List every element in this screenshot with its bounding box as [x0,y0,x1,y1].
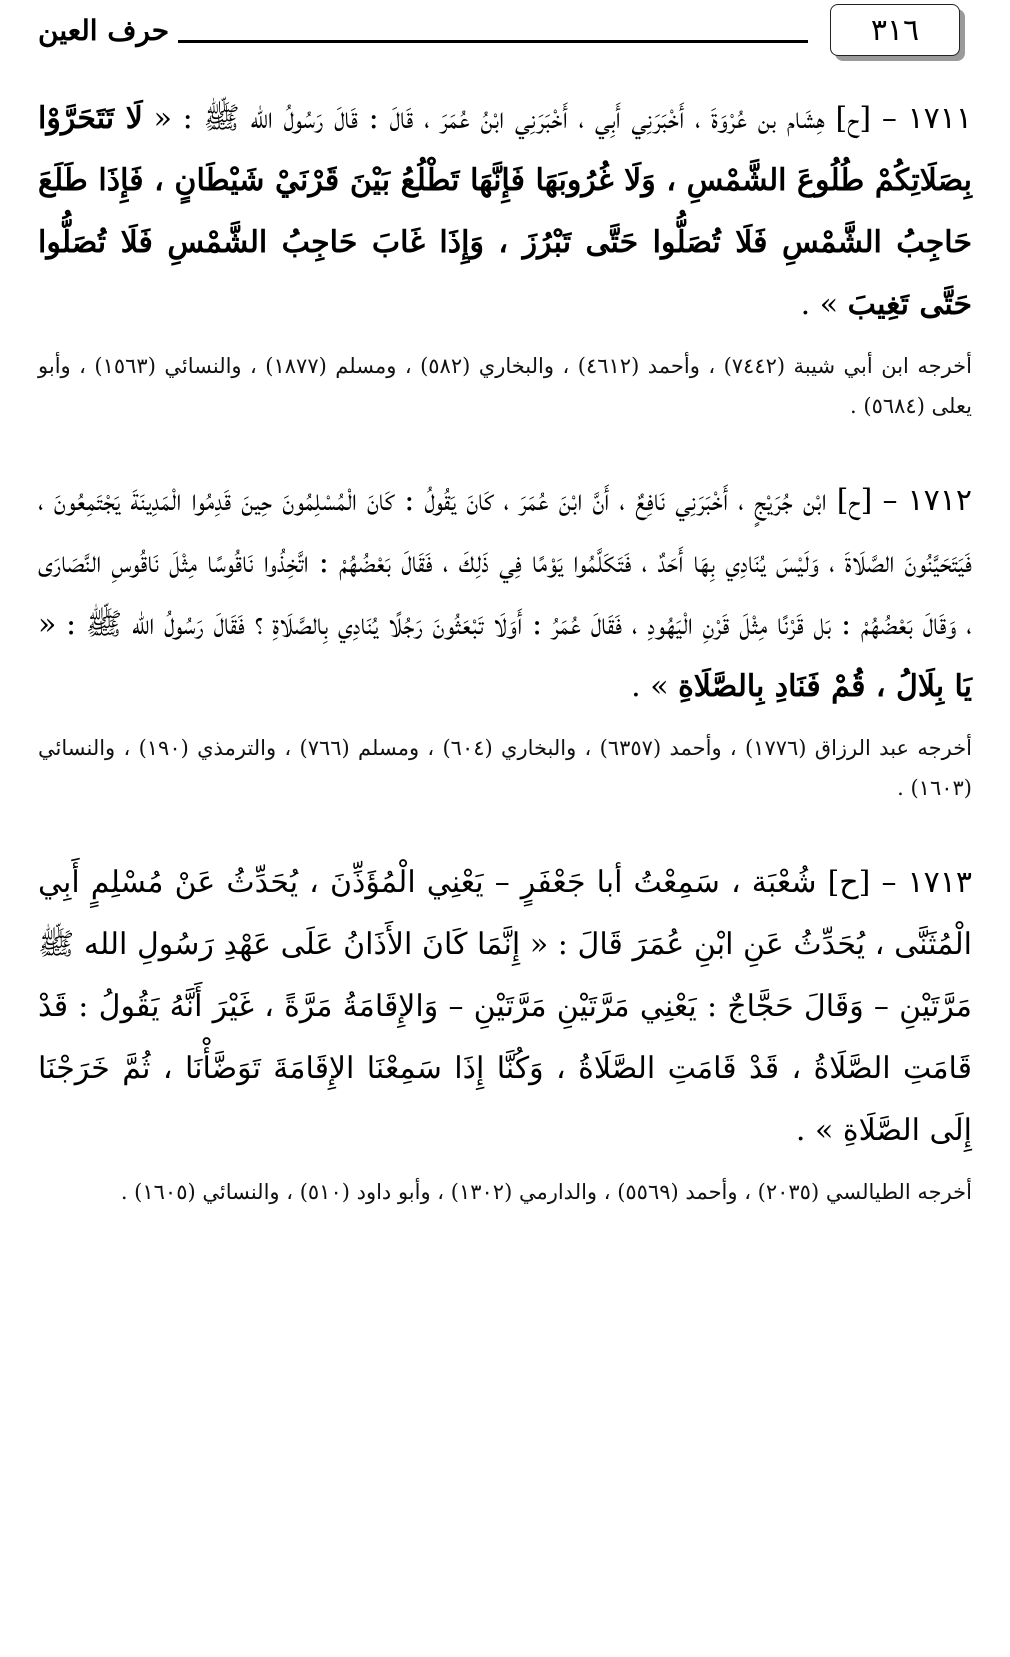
page-header [0,0,1010,70]
header-rule [178,40,808,43]
hadith-matn: يَا بِلَالُ ، قُمْ فَنَادِ بِالصَّلَاةِ [678,669,972,704]
hadith-matn: لَا تَتَحَرَّوْا بِصَلَاتِكُمْ طُلُوعَ الشَّمْسِ ، وَلَا غُرُوبَهَا فَإِنَّهَا تَطْلُعُ بَيْنَ قَرْنَيْ شَيْطَانٍ ، فَإِذَا طَلَعَ حَاجِبُ الشَّمْسِ فَلَا تُصَلُّوا حَتَّى تَبْرُزَ ، وَإِذَا غَابَ حَاجِبُ الشَّمْسِ فَلَا تُصَلُّوا حَتَّى تَغِيبَ [38,101,972,322]
hadith-text [38,88,972,336]
hadith-number: ١٧١١ – [881,101,973,136]
hadith-close: » . [800,287,848,322]
hadith-number: ١٧١٣ – [881,865,972,900]
hadith-isnad: [ح] هِشَام بن عُرْوَةَ ، أَخْبَرَنِي أَبِي ، أَخْبَرَنِي ابْنُ عُمَرَ ، قَالَ : قَالَ رَسُولُ الله ﷺ : « [142,101,872,136]
hadith-number: ١٧١٢ – [882,483,972,518]
hadith-takhrij: أخرجه ابن أبي شيبة (٧٤٤٢) ، وأحمد (٤٦١٢) ، والبخاري (٥٨٢) ، ومسلم (١٨٧٧) ، والنسائي (١٥٦٣) ، وأبو يعلى (٥٦٨٤) . [38,354,972,418]
hadith-text [38,852,972,1162]
hadith-close: » . [795,1113,843,1148]
hadith-text [38,470,972,718]
page-body [38,88,972,1212]
hadith-entry-1713 [38,852,972,1212]
page-number: ٣١٦ [830,4,960,56]
hadith-isnad: [ح] ابْن جُرَيْجٍ ، أَخْبَرَنِي نَافِعٌ ، أَنَّ ابْنَ عُمَرَ ، كَانَ يَقُولُ : كَانَ الْمُسْلِمُونَ حِينَ قَدِمُوا الْمَدِينَةَ يَجْتَمِعُونَ ، فَيَتَحَيَّنُونَ الصَّلَاةَ ، وَلَيْسَ يُنَادِي بِهَا أَحَدٌ ، فَتَكَلَّمُوا يَوْمًا فِي ذَلِكَ ، فَقَالَ بَعْضُهُمْ : اتَّخِذُوا نَاقُوسًا مِثْلَ نَاقُوسِ النَّصَارَى ، وَقَالَ بَعْضُهُمْ : بَل قَرْنًا مِثْلَ قَرْنِ الْيَهُودِ ، فَقَالَ عُمَرُ : أَوَلَا تَبْعَثُونَ رَجُلًا يُنَادِي بِالصَّلَاةِ ؟ فَقَالَ رَسُولُ الله ﷺ : « [38,483,972,642]
section-title: حرف العين [38,14,170,47]
hadith-isnad: [ح] شُعْبَة ، سَمِعْتُ أبا جَعْفَرٍ – يَعْنِي الْمُؤَذِّنَ ، يُحَدِّثُ عَنْ مُسْلِمٍ أَبِي الْمُثَنَّى ، يُحَدِّثُ عَنِ ابْنِ عُمَرَ قَالَ : « إِنَّمَا كَانَ الأَذَانُ عَلَى عَهْدِ رَسُولِ الله ﷺ مَرَّتَيْنِ – وَقَالَ حَجَّاجٌ : يَعْنِي مَرَّتَيْنِ مَرَّتَيْنِ – وَالإِقَامَةُ مَرَّةً ، غَيْرَ أَنَّهُ يَقُولُ : قَدْ قَامَتِ الصَّلَاةُ ، قَدْ قَامَتِ الصَّلَاةُ ، وَكُنَّا إِذَا سَمِعْنَا الإِقَامَةَ تَوَضَّأْنَا ، ثُمَّ خَرَجْنَا إِلَى الصَّلَاةِ [38,865,972,1148]
hadith-takhrij: أخرجه الطيالسي (٢٠٣٥) ، وأحمد (٥٥٦٩) ، والدارمي (١٣٠٢) ، وأبو داود (٥١٠) ، والنسائي (١٦٠٥) . [120,1180,972,1204]
hadith-close: » . [631,669,679,704]
hadith-entry-1712 [38,470,972,808]
hadith-entry-1711 [38,88,972,426]
hadith-takhrij: أخرجه عبد الرزاق (١٧٧٦) ، وأحمد (٦٣٥٧) ، والبخاري (٦٠٤) ، ومسلم (٧٦٦) ، والترمذي (١٩٠) ، والنسائي (١٦٠٣) . [38,736,973,800]
